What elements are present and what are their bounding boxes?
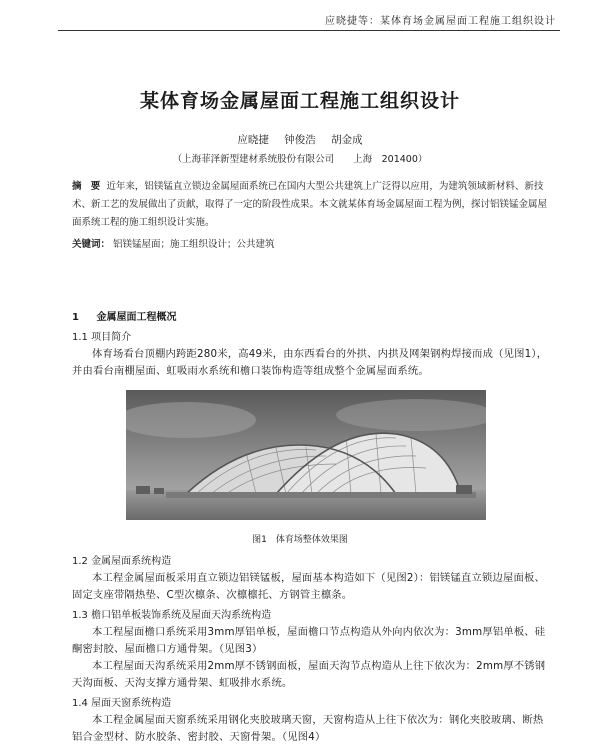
author-1: 应晓捷 — [237, 134, 269, 146]
subsection-1-1: 1.1 项目简介 — [72, 332, 132, 343]
keywords — [72, 236, 548, 250]
abstract — [72, 178, 548, 232]
author-2: 钟俊浩 — [284, 134, 316, 146]
paragraph-1-4: 本工程金属屋面天窗系统采用钢化夹胶玻璃天窗，天窗构造从上往下依次为：钢化夹胶玻璃、断热铝合金型材、防水胶条、密封胶、天窗骨架。（见图4） — [72, 714, 544, 743]
authors — [0, 132, 600, 147]
figure-caption: 图1 体育场整体效果图 — [252, 535, 348, 545]
stadium-figure — [126, 390, 486, 520]
running-head: 应晓捷等：某体育场金属屋面工程施工组织设计 — [325, 16, 556, 27]
subsection-1-4: 1.4 屋面天窗系统构造 — [72, 698, 172, 709]
header-rule — [58, 30, 560, 31]
paper-title: 某体育场金属屋面工程施工组织设计 — [139, 90, 460, 112]
section-heading — [72, 308, 176, 323]
abstract-text: 近年来，铝镁锰直立锁边金属屋面系统已在国内大型公共建筑上广泛得以应用，为建筑领域新材料、新技术、新工艺的发展做出了贡献，取得了一定的阶段性成果。本文就某体育场金属屋面工程为例，探讨铝镁锰金属屋面系统工程的施工组织设计实施。 — [72, 181, 548, 228]
stadium-rendering-image — [126, 390, 486, 520]
paragraph-1-3b: 本工程屋面天沟系统采用2mm厚不锈钢面板，屋面天沟节点构造从上往下依次为：2mm厚不锈钢天沟面板、天沟支撑方通骨架、虹吸排水系统。 — [72, 660, 546, 689]
section-title: 金属屋面工程概况 — [96, 312, 177, 323]
author-3: 胡金成 — [331, 134, 363, 146]
section-number: 1 — [72, 312, 79, 323]
abstract-label: 摘 要 — [72, 181, 104, 192]
subsection-1-3: 1.3 檐口铝单板装饰系统及屋面天沟系统构造 — [72, 610, 272, 621]
paragraph-1-3a: 本工程屋面檐口系统采用3mm厚铝单板，屋面檐口节点构造从外向内依次为：3mm厚铝单板、硅酮密封胶、屋面檐口方通骨架。（见图3） — [72, 626, 546, 655]
affiliation: （上海菲泽新型建材系统股份有限公司 上海 201400） — [172, 154, 428, 165]
paragraph-1-1: 体育场看台顶棚内跨距280米，高49米，由东西看台的外拱、内拱及网架钢构焊接而成（见图1），并由看台南棚屋面、虹吸雨水系统和檐口装饰构造等组成整个金属屋面系统。 — [72, 348, 548, 377]
subsection-1-2: 1.2 金属屋面系统构造 — [72, 556, 172, 567]
keywords-label: 关键词： — [72, 239, 111, 250]
paragraph-1-2: 本工程金属屋面板采用直立锁边铝镁锰板，屋面基本构造如下（见图2）：铝镁锰直立锁边屋面板、固定支座带隔热垫、C型次檩条、次檩檩托、方钢管主檩条。 — [72, 572, 545, 601]
keywords-text: 铝镁锰屋面；施工组织设计；公共建筑 — [113, 239, 275, 250]
